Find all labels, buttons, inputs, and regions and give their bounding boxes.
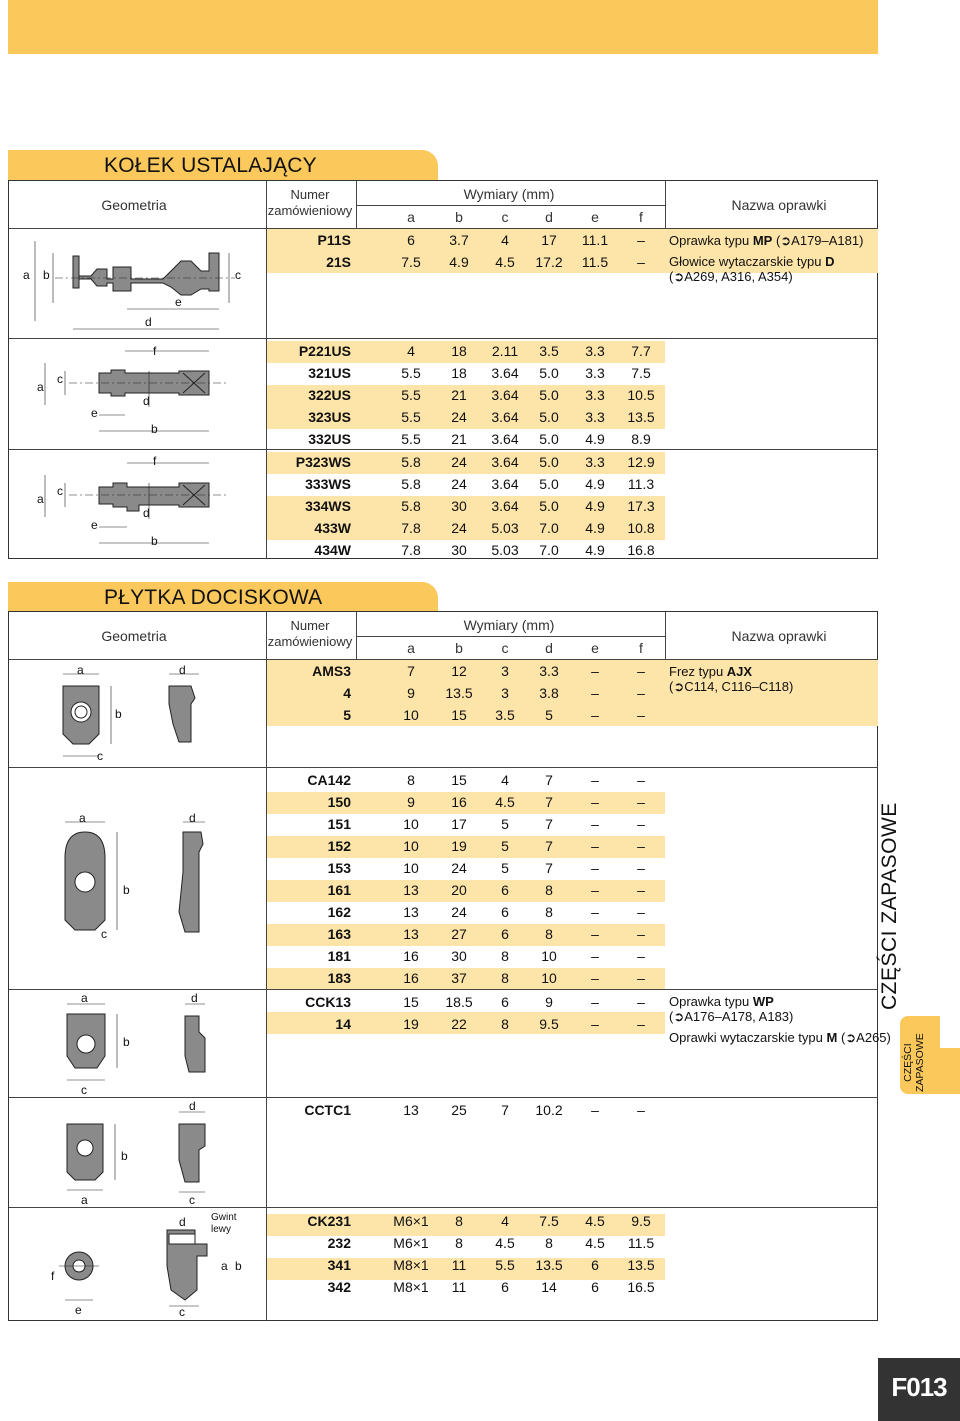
table-cell: 11.5 (627, 1235, 655, 1251)
table-cell: – (637, 838, 645, 854)
table-cell: 3.3 (585, 454, 605, 470)
column-header: e (591, 640, 599, 656)
table-cell: 5.0 (539, 431, 559, 447)
table-cell: 5.0 (539, 498, 559, 514)
table-cell: – (637, 860, 645, 876)
table-cell: 6 (501, 904, 509, 920)
table-cell: 13 (403, 904, 419, 920)
clamp-ck-drawing: f e d c Gwint lewy a b (51, 1212, 242, 1319)
table-cell: 13.5 (627, 1257, 655, 1273)
table-cell: 21 (451, 387, 467, 403)
header-geometria: Geometria (101, 628, 167, 644)
table-cell: 37 (451, 970, 467, 986)
table-cell: 7.8 (401, 542, 421, 558)
table-cell: 5.8 (401, 498, 421, 514)
table-cell: 6 (591, 1257, 599, 1273)
table-cell: 5.0 (539, 409, 559, 425)
table-cell: 5.5 (495, 1257, 515, 1273)
table-cell: 3.64 (491, 476, 519, 492)
table-cell: 5.5 (401, 431, 421, 447)
table-cell: – (637, 772, 645, 788)
side-tab-label: CZĘŚCI ZAPASOWE (902, 1033, 926, 1092)
table-cell: 4 (501, 232, 509, 248)
column-header: d (545, 640, 553, 656)
table-cell: – (591, 1102, 599, 1118)
table-cell: 8 (455, 1213, 463, 1229)
table-cell: 16.8 (627, 542, 655, 558)
column-header: a (407, 209, 415, 225)
table-row-code: 4 (343, 685, 351, 701)
table-cell: M8×1 (393, 1257, 429, 1273)
table-cell: – (591, 707, 599, 723)
table-cell: 17 (541, 232, 557, 248)
table-cell: 19 (403, 1016, 419, 1032)
clamp-cck-drawing: a b c d (49, 992, 239, 1096)
table-cell: M8×1 (393, 1279, 429, 1295)
table-cell: 10 (541, 948, 557, 964)
table-cell: 3.5 (495, 707, 515, 723)
table-cell: 9 (407, 794, 415, 810)
table-row-code: 321US (308, 365, 351, 381)
table-cell: 19 (451, 838, 467, 854)
table-cell: 7.0 (539, 520, 559, 536)
table-cell: 4.9 (585, 476, 605, 492)
header-wymiary: Wymiary (mm) (463, 617, 555, 633)
table-cell: 11.5 (581, 254, 609, 270)
table-cell: – (591, 1016, 599, 1032)
table-cell: – (591, 948, 599, 964)
table-cell: 6 (407, 232, 415, 248)
table-cell: 4 (501, 772, 509, 788)
table-cell: 7 (545, 816, 553, 832)
header-wymiary: Wymiary (mm) (463, 186, 555, 202)
table-cell: 11.3 (627, 476, 655, 492)
header-numer: Numer zamówieniowy (267, 618, 353, 649)
table-cell: 5 (501, 860, 509, 876)
table-cell: – (637, 882, 645, 898)
column-header: e (591, 209, 599, 225)
table-cell: – (637, 904, 645, 920)
table-cell: 5.03 (491, 520, 519, 536)
table-cell: 3.64 (491, 409, 519, 425)
pin-p11s-drawing: a b c e d (15, 231, 255, 335)
table-row-code: 342 (327, 1279, 351, 1295)
table-cell: – (591, 772, 599, 788)
table-row-code: 232 (327, 1235, 351, 1251)
table-cell: 4.9 (585, 542, 605, 558)
table-cell: 9 (407, 685, 415, 701)
holder-text-ajx: Frez typu AJX (➲C114, C116–C118) (669, 664, 794, 694)
table-cell: 13 (403, 882, 419, 898)
table-cell: 7 (545, 794, 553, 810)
table-cell: 8 (501, 970, 509, 986)
clamp-ca-drawing: a b c d (49, 812, 239, 952)
table-cell: 14 (541, 1279, 557, 1295)
table-cell: 24 (451, 520, 467, 536)
table-cell: – (637, 707, 645, 723)
table-cell: – (591, 794, 599, 810)
table-cell: 20 (451, 882, 467, 898)
table-cell: – (591, 926, 599, 942)
table-cell: – (591, 860, 599, 876)
table-cell: 4.5 (495, 1235, 515, 1251)
table-cell: 7.5 (401, 254, 421, 270)
side-tab-bar (940, 1048, 960, 1094)
table-cell: 5.8 (401, 454, 421, 470)
table-cell: 4 (501, 1213, 509, 1229)
table-cell: 4.5 (495, 794, 515, 810)
table-cell: 13.5 (535, 1257, 563, 1273)
table-cell: 6 (501, 882, 509, 898)
table-cell: 4.5 (585, 1213, 605, 1229)
table-cell: – (591, 663, 599, 679)
table-cell: 15 (403, 994, 419, 1010)
table-row-code: 150 (327, 794, 351, 810)
table-cell: 3.3 (585, 365, 605, 381)
side-section-label: CZĘŚCI ZAPASOWE (878, 802, 901, 1010)
table-cell: 10 (403, 860, 419, 876)
table-cell: – (637, 663, 645, 679)
table-cell: 3.64 (491, 454, 519, 470)
table-cell: 3.7 (449, 232, 469, 248)
table-cell: 3.64 (491, 387, 519, 403)
top-accent-band (8, 0, 878, 54)
table-cell: 17.2 (535, 254, 563, 270)
table-cell: 11 (451, 1279, 467, 1295)
table-cell: 7.8 (401, 520, 421, 536)
table-cell: 13.5 (627, 409, 655, 425)
table-cell: 24 (451, 409, 467, 425)
table-cell: – (637, 994, 645, 1010)
table-cell: 5.5 (401, 387, 421, 403)
table-cell: – (637, 948, 645, 964)
table-cell: 16 (403, 970, 419, 986)
column-header: f (639, 209, 643, 225)
table-cell: 24 (451, 454, 467, 470)
table-cell: 10.2 (535, 1102, 563, 1118)
table-cell: – (591, 882, 599, 898)
clamp-ams-drawing: a b c d (39, 664, 239, 764)
table-cell: – (591, 970, 599, 986)
table-cell: 10 (403, 707, 419, 723)
table-row-code: CCTC1 (304, 1102, 351, 1118)
table-cell: 8 (501, 1016, 509, 1032)
table-cell: – (637, 1102, 645, 1118)
table-cell: 5.0 (539, 454, 559, 470)
table-cell: 30 (451, 542, 467, 558)
table-cell: – (591, 816, 599, 832)
holder-text-wp: Oprawka typu WP (➲A176–A178, A183) Oprawki wytaczarskie typu M (➲A265) (669, 994, 891, 1045)
table-row-code: 153 (327, 860, 351, 876)
table-row-code: 341 (327, 1257, 351, 1273)
table-cell: 7 (501, 1102, 509, 1118)
table-cell: 3.3 (539, 663, 559, 679)
column-header: a (407, 640, 415, 656)
column-header: f (639, 640, 643, 656)
table-cell: 6 (501, 1279, 509, 1295)
section-title-kolek: KOŁEK USTALAJĄCY (104, 154, 317, 177)
table-cell: 7 (545, 772, 553, 788)
header-nazwa: Nazwa oprawki (731, 628, 827, 644)
table-cell: 3.3 (585, 343, 605, 359)
table-cell: 7 (407, 663, 415, 679)
table-cell: 17 (451, 816, 467, 832)
table-cell: 5 (545, 707, 553, 723)
table-row-code: 162 (327, 904, 351, 920)
table-cell: – (637, 232, 645, 248)
table-row-code: 323US (308, 409, 351, 425)
table-cell: 4.9 (585, 520, 605, 536)
table-cell: 11 (451, 1257, 467, 1273)
table-cell: 5 (501, 838, 509, 854)
table-cell: 24 (451, 904, 467, 920)
table-row-code: 433W (314, 520, 351, 536)
table-row-code: 322US (308, 387, 351, 403)
table-cell: 4.5 (495, 254, 515, 270)
table-cell: 18.5 (445, 994, 473, 1010)
table-cell: 7 (545, 838, 553, 854)
table-cell: 16 (451, 794, 467, 810)
table-cell: 3.64 (491, 365, 519, 381)
table-row-code: 334WS (305, 498, 351, 514)
table-cell: 18 (451, 365, 467, 381)
column-header: d (545, 209, 553, 225)
table-cell: 12.9 (627, 454, 655, 470)
table-cell: 12 (451, 663, 467, 679)
table-cell: 8.9 (631, 431, 651, 447)
table-row-code: CA142 (307, 772, 351, 788)
table-cell: – (637, 816, 645, 832)
section-title-plytka: PŁYTKA DOCISKOWA (104, 586, 323, 609)
header-numer: Numer zamówieniowy (267, 187, 353, 218)
table-cell: 17.3 (627, 498, 655, 514)
table-cell: 5.03 (491, 542, 519, 558)
clamp-cctc-drawing: b a d c (49, 1100, 239, 1204)
table-cell: 8 (545, 904, 553, 920)
table-cell: 5.0 (539, 365, 559, 381)
column-header: b (455, 209, 463, 225)
table-cell: 24 (451, 860, 467, 876)
table-cell: 9 (545, 994, 553, 1010)
table-cell: 7.7 (631, 343, 651, 359)
table-cell: – (637, 685, 645, 701)
table-cell: 6 (501, 994, 509, 1010)
table-cell: 22 (451, 1016, 467, 1032)
table-cell: 6 (501, 926, 509, 942)
table-cell: – (591, 685, 599, 701)
table-cell: 13 (403, 926, 419, 942)
table-cell: 2.11 (491, 343, 519, 359)
table-row-code: 21S (326, 254, 351, 270)
column-header: c (501, 209, 509, 225)
table-cell: 7.0 (539, 542, 559, 558)
table-cell: 30 (451, 948, 467, 964)
table-cell: 8 (407, 772, 415, 788)
table-cell: 3.3 (585, 387, 605, 403)
table-cell: – (591, 994, 599, 1010)
table-cell: 11.1 (581, 232, 609, 248)
table-cell: 9.5 (631, 1213, 651, 1229)
header-nazwa: Nazwa oprawki (731, 197, 827, 213)
table-cell: 16 (403, 948, 419, 964)
table-cell: 7.5 (631, 365, 651, 381)
table-cell: M6×1 (393, 1213, 429, 1229)
table-row-code: AMS3 (312, 663, 351, 679)
table-cell: 10.5 (627, 387, 655, 403)
table-row-code: 152 (327, 838, 351, 854)
table-cell: 10.8 (627, 520, 655, 536)
table-row-code: CCK13 (305, 994, 351, 1010)
table-cell: 4.9 (585, 498, 605, 514)
table-cell: 7.5 (539, 1213, 559, 1229)
table-cell: 27 (451, 926, 467, 942)
table-cell: – (591, 904, 599, 920)
table-cell: 8 (545, 882, 553, 898)
table-row-code: 161 (327, 882, 351, 898)
table-cell: 8 (455, 1235, 463, 1251)
table-cell: 30 (451, 498, 467, 514)
table-cell: 3 (501, 685, 509, 701)
table-cell: M6×1 (393, 1235, 429, 1251)
column-header: b (455, 640, 463, 656)
table-cell: 15 (451, 707, 467, 723)
table-cell: – (591, 838, 599, 854)
table-cell: 21 (451, 431, 467, 447)
table-cell: 5.0 (539, 476, 559, 492)
table-cell: 7 (545, 860, 553, 876)
table-cell: 5.0 (539, 387, 559, 403)
table-row-code: CK231 (307, 1213, 351, 1229)
table-cell: 10 (541, 970, 557, 986)
column-header: c (501, 640, 509, 656)
table-cell: 24 (451, 476, 467, 492)
table-cell: 3.8 (539, 685, 559, 701)
table-row-code: 181 (327, 948, 351, 964)
table-cell: – (637, 926, 645, 942)
table-cell: 8 (545, 926, 553, 942)
table-cell: 18 (451, 343, 467, 359)
table-cell: 3 (501, 663, 509, 679)
table-row-code: 5 (343, 707, 351, 723)
table-cell: 3.64 (491, 431, 519, 447)
table-cell: 10 (403, 838, 419, 854)
table-cell: 4 (407, 343, 415, 359)
table-row-code: 333WS (305, 476, 351, 492)
table-row-code: 332US (308, 431, 351, 447)
table-cell: 8 (545, 1235, 553, 1251)
table-row-code: 434W (314, 542, 351, 558)
table-row-code: P11S (317, 232, 351, 248)
table-row-code: 151 (327, 816, 351, 832)
table-cell: 9.5 (539, 1016, 559, 1032)
table-cell: 16.5 (627, 1279, 655, 1295)
page-number: F013 (891, 1372, 947, 1402)
table-cell: 8 (501, 948, 509, 964)
table-row-code: 163 (327, 926, 351, 942)
table-cell: 13 (403, 1102, 419, 1118)
kolek-table (8, 180, 878, 559)
table-cell: 5.8 (401, 476, 421, 492)
table-cell: 10 (403, 816, 419, 832)
table-cell: – (637, 1016, 645, 1032)
table-cell: 3.64 (491, 498, 519, 514)
table-cell: 4.9 (449, 254, 469, 270)
table-row-code: 183 (327, 970, 351, 986)
table-cell: 3.3 (585, 409, 605, 425)
table-cell: 3.5 (539, 343, 559, 359)
table-cell: 6 (591, 1279, 599, 1295)
table-cell: 5 (501, 816, 509, 832)
pin-ws-drawing: a c f e d b (29, 455, 249, 555)
table-cell: 4.5 (585, 1235, 605, 1251)
table-cell: – (637, 794, 645, 810)
table-cell: – (637, 254, 645, 270)
table-cell: – (637, 970, 645, 986)
table-cell: 4.9 (585, 431, 605, 447)
table-cell: 25 (451, 1102, 467, 1118)
holder-text-kolek: Oprawka typu MP (➲A179–A181) Głowice wytaczarskie typu D (➲A269, A316, A354) (669, 233, 864, 284)
table-cell: 13.5 (445, 685, 473, 701)
table-cell: 5.5 (401, 409, 421, 425)
table-cell: 15 (451, 772, 467, 788)
table-row-code: 14 (335, 1016, 351, 1032)
table-cell: 5.5 (401, 365, 421, 381)
pin-us-drawing: a c f e d b (29, 343, 249, 443)
table-row-code: P221US (298, 343, 351, 359)
table-row-code: P323WS (295, 454, 351, 470)
header-geometria: Geometria (101, 197, 167, 213)
